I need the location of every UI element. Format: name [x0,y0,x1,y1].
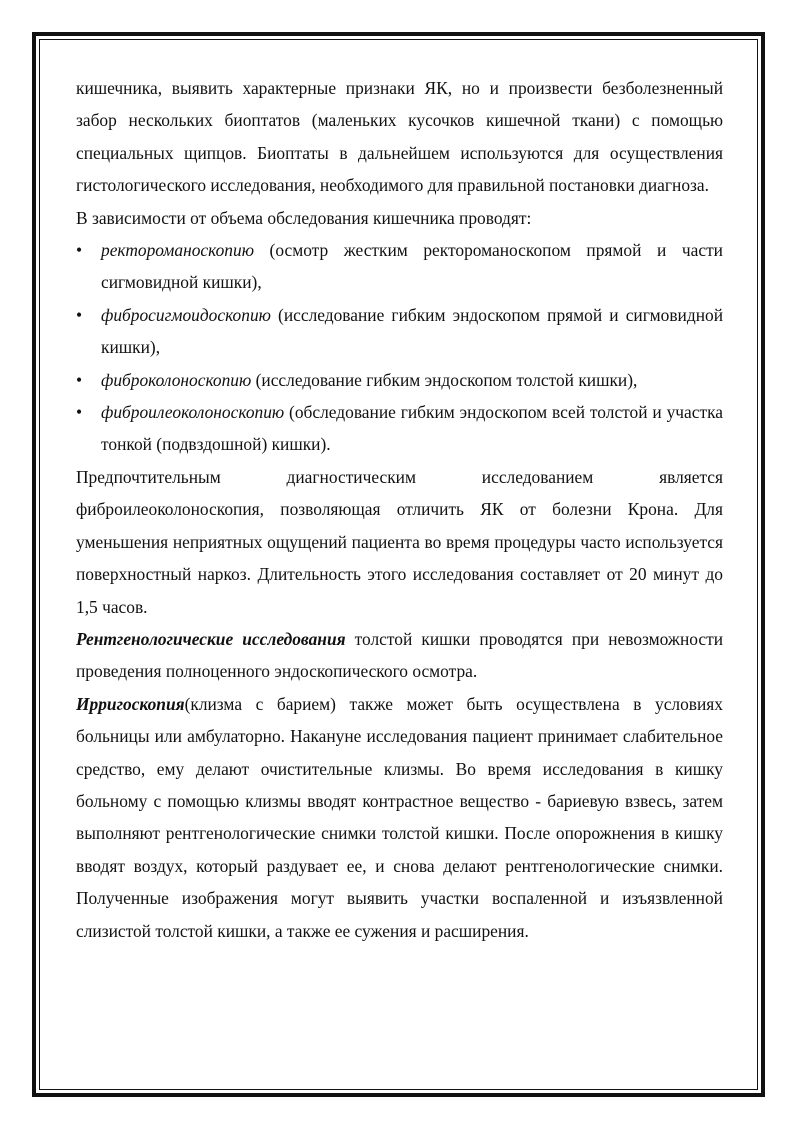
bullet-icon: • [76,304,83,325]
list-item [76,364,723,396]
method-description: (обследование гибким эндоскопом всей толстой и участка тонкой (подвздошной) кишки). [101,402,723,455]
paragraph-exam-scope: В зависимости от объема обследования кишечника проводят: [76,207,532,228]
list-item [76,234,723,299]
list-item [76,299,723,364]
irrigoscopy-text: (клизма с барием) также может быть осуществлена в условиях больницы или амбулаторно. Накануне исследования пациент принимает слабительное средство, ему делают очистительные клизмы. Во время исследования в кишку больному с помощью клизмы вводят контрастное вещество - бариевую взвесь, затем выполняют рентгенологические снимки толстой кишки. После опорожнения в кишку вводят воздух, который раздувает ее, и снова делают рентгенологические снимки. Полученные изображения могут выявить участки воспаленной и изъязвленной слизистой толстой кишки, а также ее сужения и расширения. [76,693,723,941]
method-description: (исследование гибким эндоскопом прямой и сигмовидной кишки), [101,304,723,358]
method-term: фиброилеоколоноскопию [101,402,285,423]
paragraph-xray [76,623,723,688]
method-term: фиброколоноскопию [101,369,252,390]
method-description: (осмотр жестким ректороманоскопом прямой и части сигмовидной кишки), [101,240,723,293]
bullet-icon: • [76,240,83,261]
bullet-icon: • [76,402,83,423]
irrigoscopy-term: Ирригоскопия [76,693,185,714]
exam-methods-list [76,234,723,461]
method-description: (исследование гибким эндоскопом толстой кишки), [251,369,638,390]
document-body [76,72,723,947]
bullet-icon: • [76,369,83,390]
method-term: фибросигмоидоскопию [101,304,271,325]
list-item [76,396,723,461]
paragraph-irrigoscopy [76,688,723,947]
paragraph-preferred-method: Предпочтительным диагностическим исследованием является фиброилеоколоноскопия, позволяющая отличить ЯК от болезни Крона. Для уменьшения неприятных ощущений пациента во время процедуры часто используется поверхностный наркоз. Длительность этого исследования составляет от 20 минут до 1,5 часов. [76,466,723,617]
xray-term: Рентгенологические исследования [76,628,346,649]
paragraph-intro: кишечника, выявить характерные признаки ЯК, но и произвести безболезненный забор нескольких биоптатов (маленьких кусочков кишечной ткани) с помощью специальных щипцов. Биоптаты в дальнейшем используются для осуществления гистологического исследования, необходимого для правильной постановки диагноза. [76,78,723,196]
xray-text: толстой кишки проводятся при невозможности проведения полноценного эндоскопического осмотра. [76,628,723,682]
method-term: ректороманоскопию [101,240,254,261]
